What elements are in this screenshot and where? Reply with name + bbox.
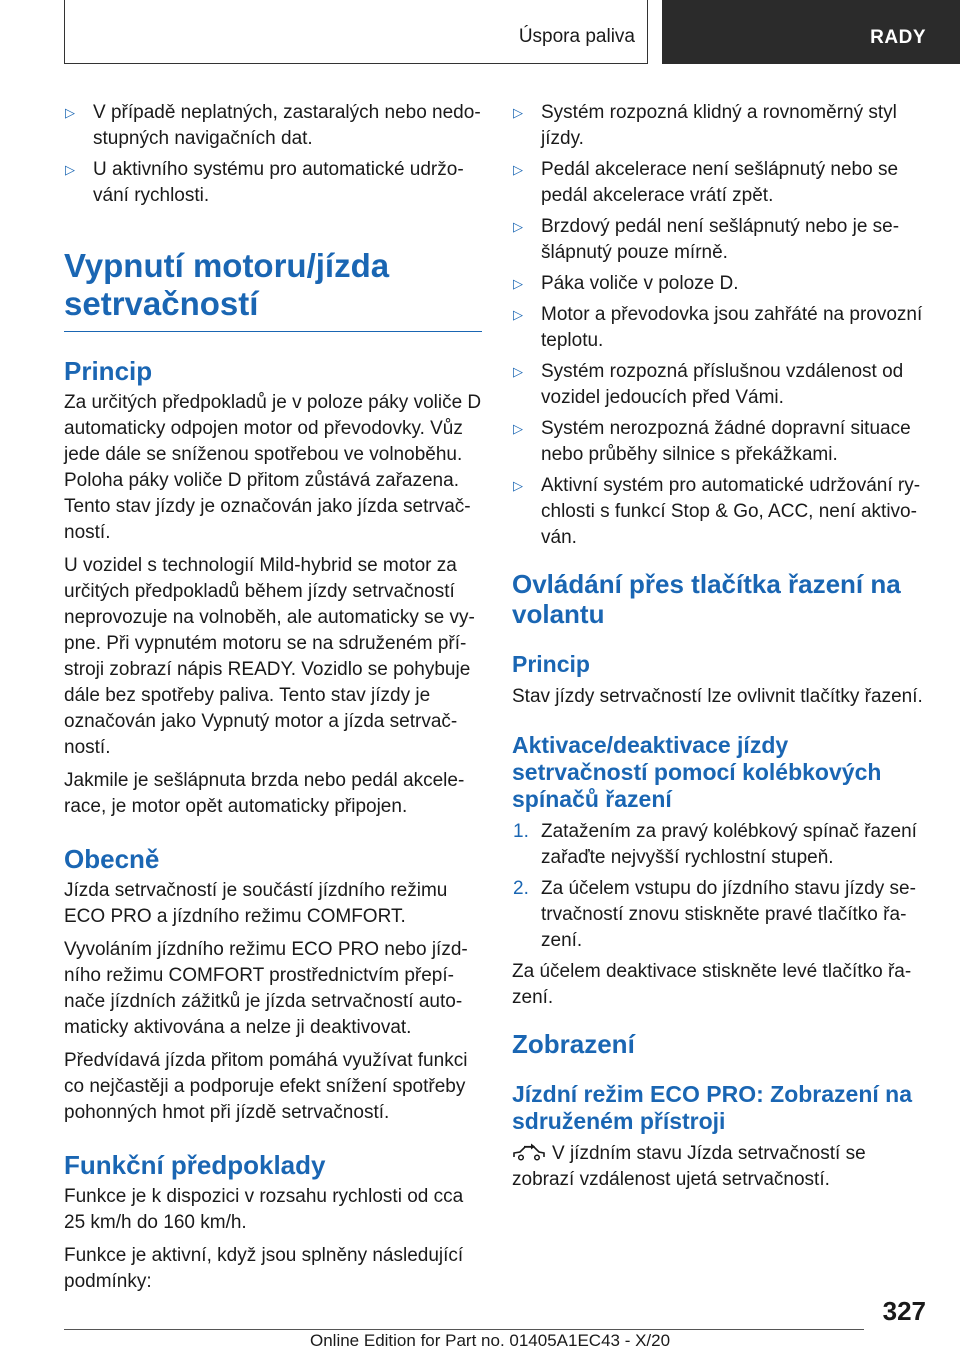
triangle-bullet-icon: ▷ (65, 162, 75, 177)
paragraph: Předvídavá jízda přitom pomáhá využívat funkci co nejčastěji a podporuje efekt snížení spotřeby pohonných hmot při jízdě setrvačností. (64, 1050, 468, 1123)
triangle-bullet-icon: ▷ (513, 478, 523, 493)
paragraph: Za určitých předpokladů je v poloze páky voliče D automaticky odpojen motor od převodovky. Vůz jede dále se sníženou spotřebou ve volnoběhu. Poloha páky voliče D přitom zůstává zařazena. Tento stav jízdy je označován jako jízda setrvačností. (64, 392, 482, 543)
list-item: ▷ U aktivního systému pro automatické udržování rychlosti. (65, 159, 464, 206)
paragraph: Funkce je aktivní, když jsou splněny následující podmínky: (64, 1245, 464, 1292)
eco-heading: Jízdní režim ECO PRO: Zobrazení na sdruženém přístroji (512, 1081, 913, 1134)
triangle-bullet-icon: ▷ (513, 364, 523, 379)
list-item: ▷ Brzdový pedál není sešlápnutý nebo je sešlápnutý pouze mírně. (513, 216, 900, 263)
list-item: ▷ Systém nerozpozná žádné dopravní situace nebo průběhy silnice s překážkami. (513, 418, 911, 465)
right-bullet-list (512, 100, 928, 551)
buttons-principle-heading: Princip (512, 651, 590, 677)
chapter-tab-label: RADY (870, 27, 926, 48)
triangle-bullet-icon: ▷ (513, 276, 523, 291)
list-item: 1. Zatažením za pravý kolébkový spínač řazení zařaďte nejvyšší rychlostní stupeň. (513, 821, 917, 868)
list-item: 2. Za účelem vstupu do jízdního stavu jízdy setrvačností znovu stiskněte pravé tlačítko řazení. (513, 878, 916, 951)
paragraph: Za účelem deaktivace stiskněte levé tlačítko řazení. (512, 961, 912, 1008)
list-item: ▷ V případě neplatných, zastaralých nebo nedostupných navigačních dat. (65, 102, 481, 149)
triangle-bullet-icon: ▷ (513, 105, 523, 120)
conditions-heading: Funkční předpoklady (64, 1150, 326, 1180)
list-item: ▷ Aktivní systém pro automatické udržování rychlosti s funkcí Stop & Go, ACC, není aktivován. (513, 475, 921, 548)
list-item: ▷ Motor a převodovka jsou zahřáté na provozní teplotu. (513, 304, 923, 351)
footer-divider (64, 1329, 864, 1330)
section-title: Úspora paliva (518, 26, 635, 47)
paragraph: Funkce je k dispozici v rozsahu rychlosti od cca 25 km/h do 160 km/h. (64, 1186, 464, 1233)
header-box (64, 0, 648, 64)
paragraph: Jakmile je sešlápnuta brzda nebo pedál akcelerace, je motor opět automaticky připojen. (64, 770, 465, 817)
list-item: ▷ Pedál akcelerace není sešlápnutý nebo se pedál akcelerace vrátí zpět. (513, 159, 899, 206)
footer-edition: Online Edition for Part no. 01405A1EC43 - X/20 (310, 1331, 671, 1350)
list-item: ▷ Páka voliče v poloze D. (512, 271, 928, 297)
right-column (512, 100, 928, 1200)
activation-heading: Aktivace/deaktivace jízdy setrvačností pomocí kolébkových spínačů řazení (512, 732, 882, 812)
left-column (64, 100, 482, 1302)
triangle-bullet-icon: ▷ (513, 162, 523, 177)
paragraph: U vozidel s technologií Mild-hybrid se motor za určitých předpokladů během jízdy setrvačností neprovozuje na volnoběh, ale automaticky se vypne. Při vypnutém motoru se na sdruženém přístroji zobrazí nápis READY. Vozidlo se pohybuje dále bez spotřeby paliva. Tento stav jízdy je označován jako Vypnutý motor a jízda setrvačností. (64, 555, 475, 758)
triangle-bullet-icon: ▷ (513, 421, 523, 436)
coasting-car-icon (512, 1143, 546, 1161)
left-bullet-list (64, 100, 482, 209)
principle-heading: Princip (64, 356, 153, 386)
activation-steps (512, 819, 928, 954)
paragraph: V jízdním stavu Jízda setrvačností se zobrazí vzdálenost ujetá setrvačností. (512, 1143, 866, 1190)
paragraph: Vyvoláním jízdního režimu ECO PRO nebo jízdního režimu COMFORT prostřednictvím přepínače jízdních zážitků je jízda setrvačností automaticky aktivována a nelze ji deaktivovat. (64, 939, 468, 1038)
triangle-bullet-icon: ▷ (513, 307, 523, 322)
paragraph: Jízda setrvačností je součástí jízdního režimu ECO PRO a jízdního režimu COMFORT. (64, 880, 448, 927)
list-item: ▷ Systém rozpozná klidný a rovnoměrný styl jízdy. (513, 102, 897, 149)
buttons-heading: Ovládání přes tlačítka řazení na volantu (512, 569, 901, 629)
triangle-bullet-icon: ▷ (65, 105, 75, 120)
list-item: ▷ Systém rozpozná příslušnou vzdálenost od vozidel jedoucích před Vámi. (513, 361, 904, 408)
display-heading: Zobrazení (512, 1029, 635, 1059)
general-heading: Obecně (64, 844, 160, 874)
paragraph: Stav jízdy setrvačností lze ovlivnit tlačítky řazení. (512, 686, 923, 707)
main-heading: Vypnutí motoru/jízda setrvačností (64, 247, 482, 332)
triangle-bullet-icon: ▷ (513, 219, 523, 234)
chapter-tab (662, 0, 960, 64)
page-number: 327 (882, 1296, 926, 1326)
